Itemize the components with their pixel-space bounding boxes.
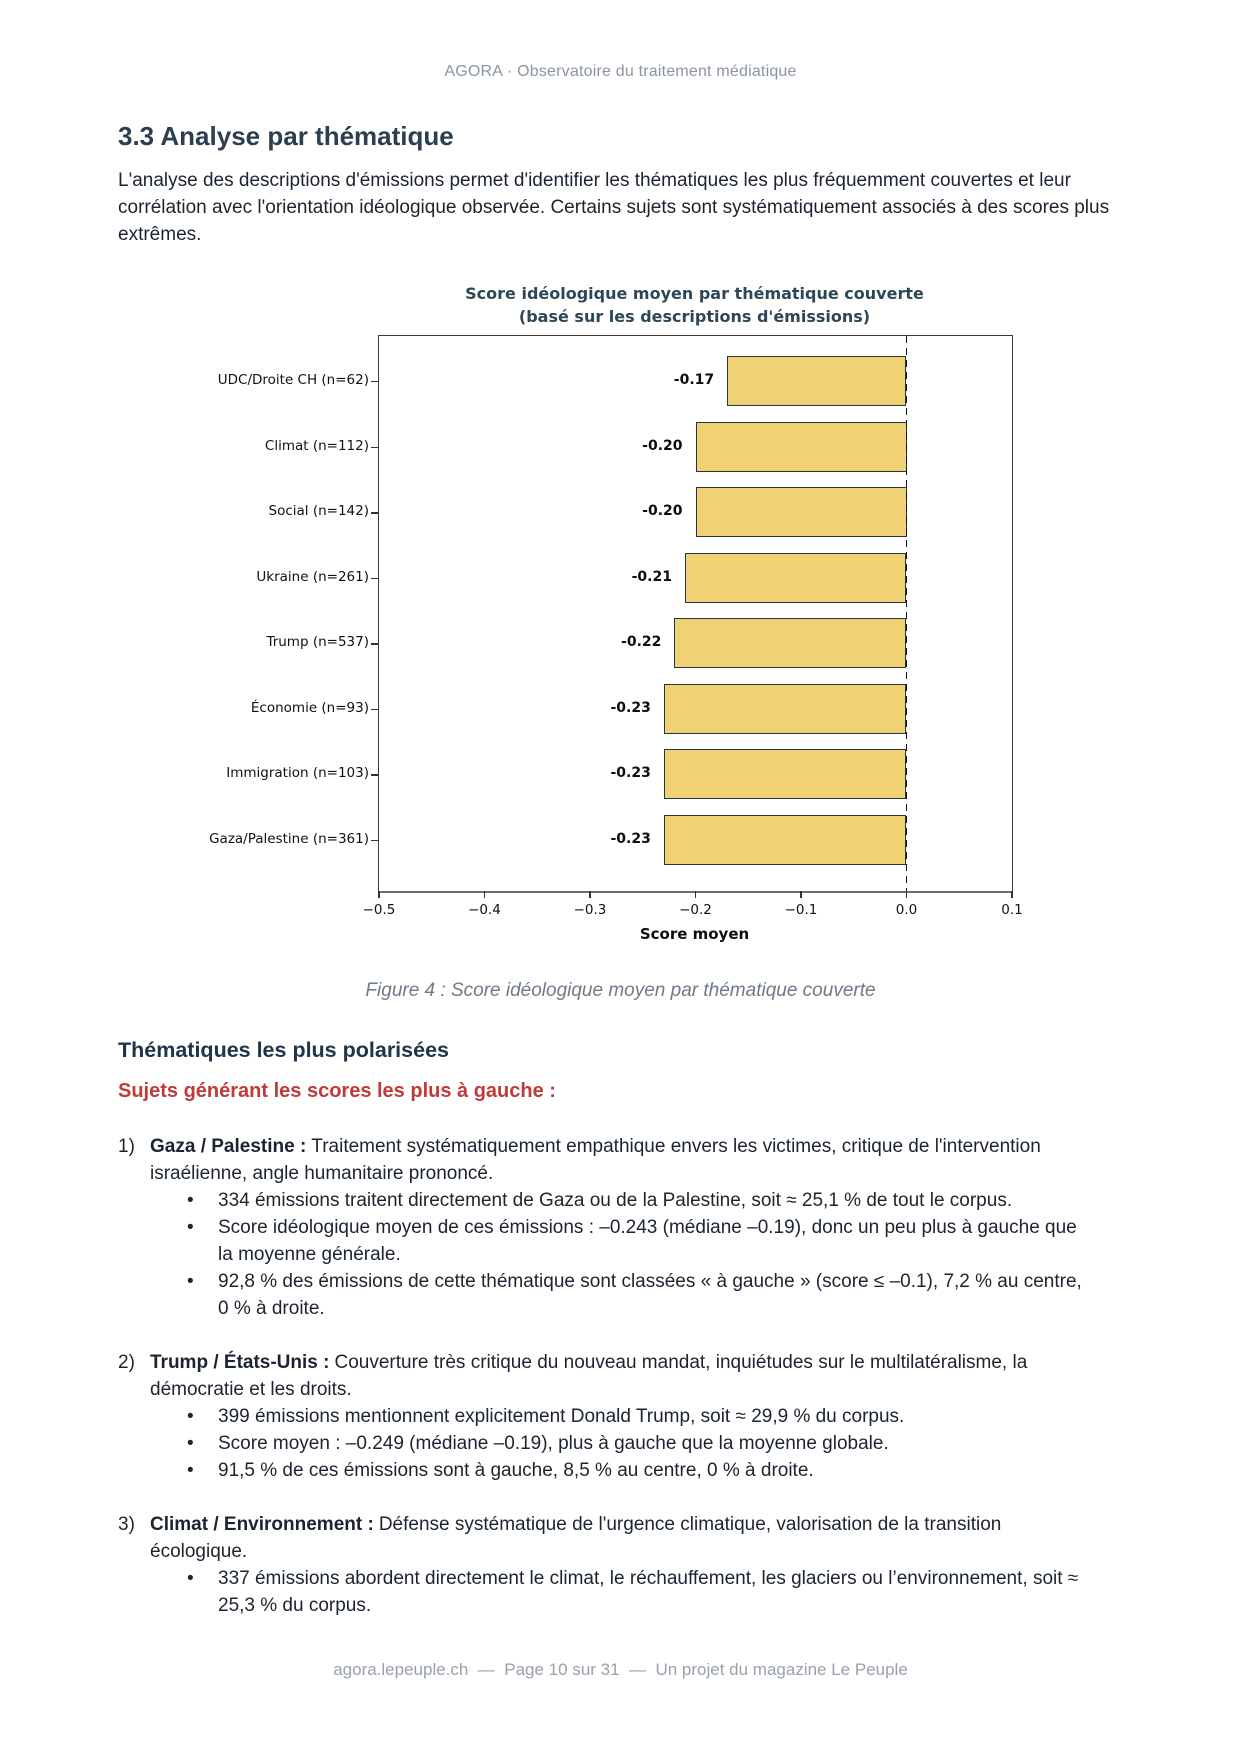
bar-Gaza/Palestine (n=361) [664, 815, 907, 865]
bar-Immigration (n=103) [664, 749, 907, 799]
category-tick-label: UDC/Droite CH (n=62) [217, 372, 369, 388]
bullet-marker [187, 1268, 218, 1322]
bullet-text: 334 émissions traitent directement de Gaza ou de la Palestine, soit ≈ 25,1 % de tout le corpus. [218, 1190, 1013, 1211]
bar-UDC/Droite CH (n=62) [727, 356, 906, 406]
bullet-marker [187, 1430, 218, 1457]
numbered-list [118, 1133, 1123, 1619]
category-tick-label: Trump (n=537) [266, 634, 369, 651]
x-tick-mark [378, 891, 379, 898]
item-text: Couverture très critique du nouveau mandat, inquiétudes sur le multilatéralisme, la démocratie et les droits. [150, 1352, 1028, 1400]
bullet-text: 399 émissions mentionnent explicitement Donald Trump, soit ≈ 29,9 % du corpus. [218, 1406, 905, 1427]
x-tick-label: −0.2 [679, 902, 712, 918]
list-item [118, 1511, 1098, 1619]
bar-Social (n=142) [696, 487, 907, 537]
item-number: 3) [118, 1514, 135, 1535]
bullet-list [150, 1187, 1098, 1322]
x-tick-mark [484, 891, 485, 898]
y-tick-mark [371, 709, 378, 710]
x-tick-label: −0.4 [468, 902, 501, 918]
bullet-item [187, 1565, 1092, 1619]
bullet-item [187, 1457, 1092, 1484]
x-tick-label: −0.3 [573, 902, 607, 918]
bullet-marker [187, 1403, 218, 1430]
subsection-heading: Thématiques les plus polarisées [118, 1038, 449, 1062]
item-number: 1) [118, 1136, 135, 1157]
bar-value-label: -0.22 [621, 634, 662, 651]
x-tick-label: −0.5 [362, 902, 396, 918]
item-lead [150, 1349, 1095, 1403]
list-item [118, 1133, 1098, 1322]
bar-value-label: -0.20 [642, 503, 683, 520]
bullet-marker [187, 1457, 218, 1484]
category-tick-label: Immigration (n=103) [226, 765, 369, 782]
bullet-marker [187, 1214, 218, 1268]
page-footer: agora.lepeuple.ch — Page 10 sur 31 — Un projet du magazine Le Peuple [333, 1660, 908, 1679]
category-tick-label: Social (n=142) [268, 503, 369, 520]
chart-title: Score idéologique moyen par thématique couverte [465, 284, 924, 303]
item-label: Trump / États-Unis : [150, 1352, 330, 1373]
red-lead-heading: Sujets générant les scores les plus à gauche : [118, 1080, 556, 1102]
x-tick-mark [800, 891, 801, 898]
x-tick-mark [695, 891, 696, 898]
chart-x-axis-label: Score moyen [639, 925, 750, 943]
running-header: AGORA · Observatoire du traitement médiatique [444, 63, 797, 80]
bar-value-label: -0.20 [642, 437, 683, 454]
bullet-item [187, 1268, 1092, 1322]
bar-Économie (n=93) [664, 684, 907, 734]
bar-value-label: -0.23 [610, 699, 651, 716]
bullet-text: Score idéologique moyen de ces émissions : –0.243 (médiane –0.19), donc un peu plus à gauche que la moyenne générale. [218, 1217, 1077, 1265]
y-tick-mark [371, 512, 378, 513]
x-tick-mark [906, 891, 907, 898]
bullet-marker [187, 1565, 218, 1619]
figure-bar-chart [118, 280, 1123, 968]
chart-plot-area [209, 335, 1023, 918]
item-number: 2) [118, 1352, 135, 1373]
x-tick-mark [1011, 891, 1012, 898]
bar-value-label: -0.23 [610, 831, 651, 847]
y-tick-mark [371, 578, 378, 579]
section-heading: 3.3 Analyse par thématique [118, 121, 454, 151]
y-tick-mark [371, 381, 378, 382]
bar-value-label: -0.23 [610, 765, 651, 782]
bar-Climat (n=112) [696, 422, 907, 472]
bullet-text: 337 émissions abordent directement le climat, le réchauffement, les glaciers ou l’environnement, soit ≈ 25,3 % du corpus. [218, 1568, 1079, 1616]
bar-value-label: -0.21 [631, 568, 672, 585]
item-label: Gaza / Palestine : [150, 1136, 307, 1157]
zero-reference-line [906, 336, 908, 891]
bar-Ukraine (n=261) [685, 553, 907, 603]
bullet-list [150, 1403, 1098, 1484]
bullet-item [187, 1214, 1092, 1268]
x-tick-label: 0.0 [895, 902, 918, 918]
bullet-item [187, 1430, 1092, 1457]
x-tick-label: 0.1 [1001, 902, 1023, 918]
bullet-item [187, 1187, 1092, 1214]
bullet-text: 91,5 % de ces émissions sont à gauche, 8,5 % au centre, 0 % à droite. [218, 1460, 814, 1481]
category-tick-label: Climat (n=112) [264, 437, 369, 454]
bullet-list [150, 1565, 1098, 1619]
bullet-text: 92,8 % des émissions de cette thématique sont classées « à gauche » (score ≤ –0.1), 7,2 % au centre, 0 % à droite. [218, 1271, 1082, 1319]
item-label: Climat / Environnement : [150, 1514, 374, 1535]
chart-subtitle: (basé sur les descriptions d'émissions) [518, 307, 871, 326]
bar-value-label: -0.17 [673, 372, 715, 388]
item-lead [150, 1511, 1095, 1565]
bar-Trump (n=537) [674, 618, 906, 668]
x-tick-label: −0.1 [784, 902, 818, 918]
bullet-item [187, 1403, 1092, 1430]
item-lead [150, 1133, 1095, 1187]
category-tick-label: Économie (n=93) [250, 699, 369, 716]
y-tick-mark [371, 840, 378, 841]
list-item [118, 1349, 1098, 1484]
category-tick-label: Gaza/Palestine (n=361) [209, 831, 369, 847]
y-tick-mark [371, 447, 378, 448]
bullet-text: Score moyen : –0.249 (médiane –0.19), plus à gauche que la moyenne globale. [218, 1433, 889, 1454]
figure-caption: Figure 4 : Score idéologique moyen par thématique couverte [365, 980, 876, 1001]
category-tick-label: Ukraine (n=261) [256, 568, 369, 585]
item-text: Défense systématique de l'urgence climatique, valorisation de la transition écologique. [150, 1514, 1002, 1562]
y-tick-mark [371, 774, 378, 775]
x-tick-mark [589, 891, 590, 898]
item-text: Traitement systématiquement empathique envers les victimes, critique de l'intervention israélienne, angle humanitaire prononcé. [150, 1136, 1041, 1184]
bullet-marker [187, 1187, 218, 1214]
section-intro: L'analyse des descriptions d'émissions permet d'identifier les thématiques les plus fréquemment couvertes et leur corrélation avec l'orientation idéologique observée. Certains sujets sont systématiquement associés à des scores plus extrêmes. [118, 170, 1110, 245]
y-tick-mark [371, 643, 378, 644]
